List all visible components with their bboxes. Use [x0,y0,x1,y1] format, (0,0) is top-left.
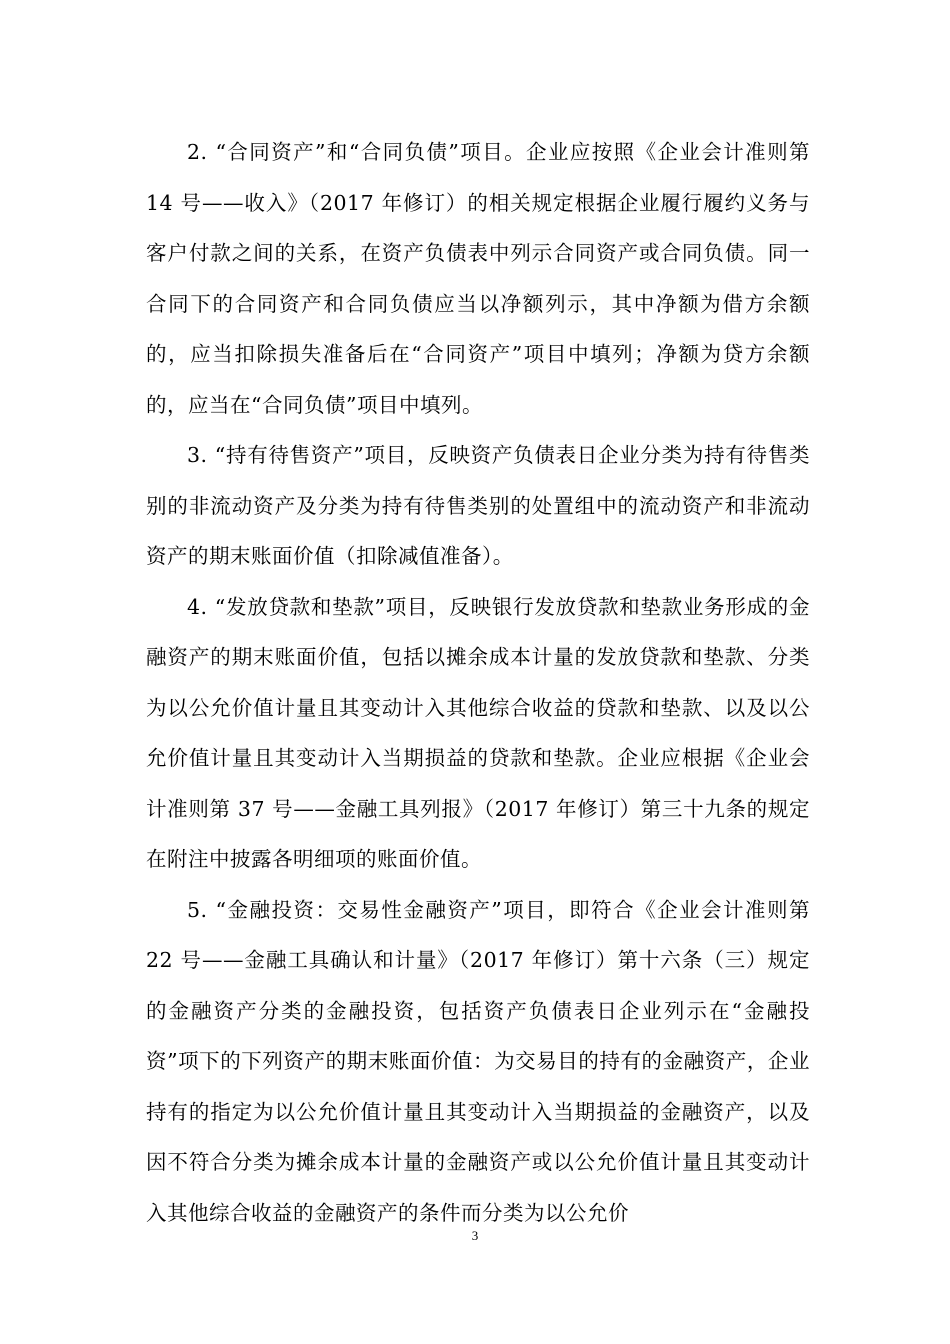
paragraph-trading-financial-assets: 5. “金融投资：交易性金融资产”项目，即符合《企业会计准则第 22 号——金融工具确认和计量》（2017 年修订）第十六条（三）规定的金融资产分类的金融投资，包括资产负债表日企业列示在“金融投资”项下的下列资产的期末账面价值：为交易目的持有的金融资产，企业持有的指定为以公允价值计量且其变动计入当期损益的金融资产，以及因不符合分类为摊余成本计量的金融资产或以公允价值计量且其变动计入其他综合收益的金融资产的条件而分类为以公允价 [146,897,810,1225]
paragraph-contract-assets-liabilities: 2. “合同资产”和“合同负债”项目。企业应按照《企业会计准则第 14 号——收入》（2017 年修订）的相关规定根据企业履行履约义务与客户付款之间的关系，在资产负债表中列示合同资产或合同负债。同一合同下的合同资产和合同负债应当以净额列示，其中净额为借方余额的，应当扣除损失准备后在“合同资产”项目中填列；净额为贷方余额的，应当在“合同负债”项目中填列。 [146,140,810,417]
page-number: 3 [471,1228,479,1243]
paragraph-loans-and-advances: 4. “发放贷款和垫款”项目，反映银行发放贷款和垫款业务形成的金融资产的期末账面价值，包括以摊余成本计量的发放贷款和垫款、分类为以公允价值计量且其变动计入其他综合收益的贷款和垫款、以及以公允价值计量且其变动计入当期损益的贷款和垫款。企业应根据《企业会计准则第 37 号——金融工具列报》（2017 年修订）第三十九条的规定在附注中披露各明细项的账面价值。 [146,594,810,871]
document-body [146,127,810,1238]
paragraph-held-for-sale-assets: 3. “持有待售资产”项目，反映资产负债表日企业分类为持有待售类别的非流动资产及分类为持有待售类别的处置组中的流动资产和非流动资产的期末账面价值（扣除减值准备）。 [146,443,810,568]
